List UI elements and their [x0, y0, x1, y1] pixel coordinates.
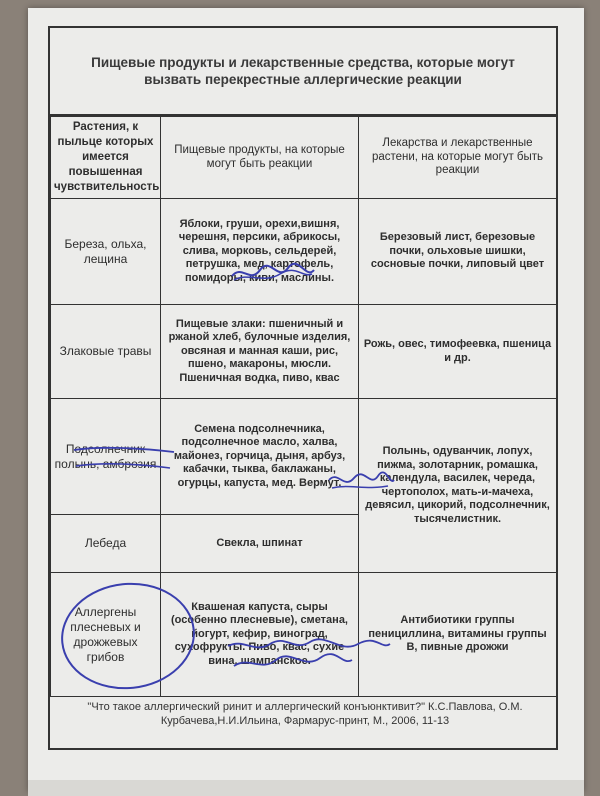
- allergy-table: [50, 116, 557, 697]
- header-medicines: Лекарства и лекарственные растени, на которые могут быть реакции: [359, 117, 557, 199]
- plant-cell: Злаковые травы: [51, 305, 161, 399]
- table-row: [51, 199, 557, 305]
- food-cell: Свекла, шпинат: [161, 515, 359, 573]
- medicine-cell: Антибиотики группы пенициллина, витамины группы В, пивные дрожжи: [359, 573, 557, 697]
- header-foods: Пищевые продукты, на которые могут быть реакции: [161, 117, 359, 199]
- medicine-cell: Рожь, овес, тимофеевка, пшеница и др.: [359, 305, 557, 399]
- page-title: Пищевые продукты и лекарственные средства, которые могут вызвать перекрестные аллергические реакции: [50, 28, 556, 116]
- table-row: [51, 399, 557, 515]
- paper-bottom-edge: [28, 780, 584, 796]
- food-cell: Пищевые злаки: пшеничный и ржаной хлеб, булочные изделия, овсяная и манная каши, рис, пшено, макароны, мюсли. Пшеничная водка, пиво, квас: [161, 305, 359, 399]
- plant-cell: Подсолнечник полынь, амброзия: [51, 399, 161, 515]
- food-cell: Квашеная капуста, сыры (особенно плесневые), сметана, йогурт, кефир, виноград, сухофрукты. Пиво, квас, сухие вина, шампанское.: [161, 573, 359, 697]
- document-frame: [48, 26, 558, 750]
- table-row: [51, 305, 557, 399]
- table-row: [51, 573, 557, 697]
- table-header-row: [51, 117, 557, 199]
- citation-footer: "Что такое аллергический ринит и аллергический конъюнктивит?" К.С.Павлова, О.М. Курбачева,Н.И.Ильина, Фармарус-принт, М., 2006, 11-13: [87, 701, 523, 727]
- medicine-cell: Березовый лист, березовые почки, ольховые шишки, сосновые почки, липовый цвет: [359, 199, 557, 305]
- header-plants: Растения, к пыльце которых имеется повышенная чувствительность: [51, 117, 161, 199]
- food-cell: Семена подсолнечника, подсолнечное масло, халва, майонез, горчица, дыня, арбуз, кабачки, тыква, баклажаны, огурцы, капуста, мед. Вермут.: [161, 399, 359, 515]
- food-cell: Яблоки, груши, орехи,вишня, черешня, персики, абрикосы, слива, морковь, сельдерей, петрушка, мед, картофель, помидоры, киви, маслины.: [161, 199, 359, 305]
- medicine-cell: Полынь, одуванчик, лопух, пижма, золотарник, ромашка, календула, василек, череда, чертополох, мать-и-мачеха, девясил, цикорий, подсолнечник, тысячелистник.: [359, 399, 557, 573]
- plant-cell: Лебеда: [51, 515, 161, 573]
- plant-cell: Аллергены плесневых и дрожжевых грибов: [51, 573, 161, 697]
- plant-cell: Береза, ольха, лещина: [51, 199, 161, 305]
- paper-sheet: [28, 8, 584, 792]
